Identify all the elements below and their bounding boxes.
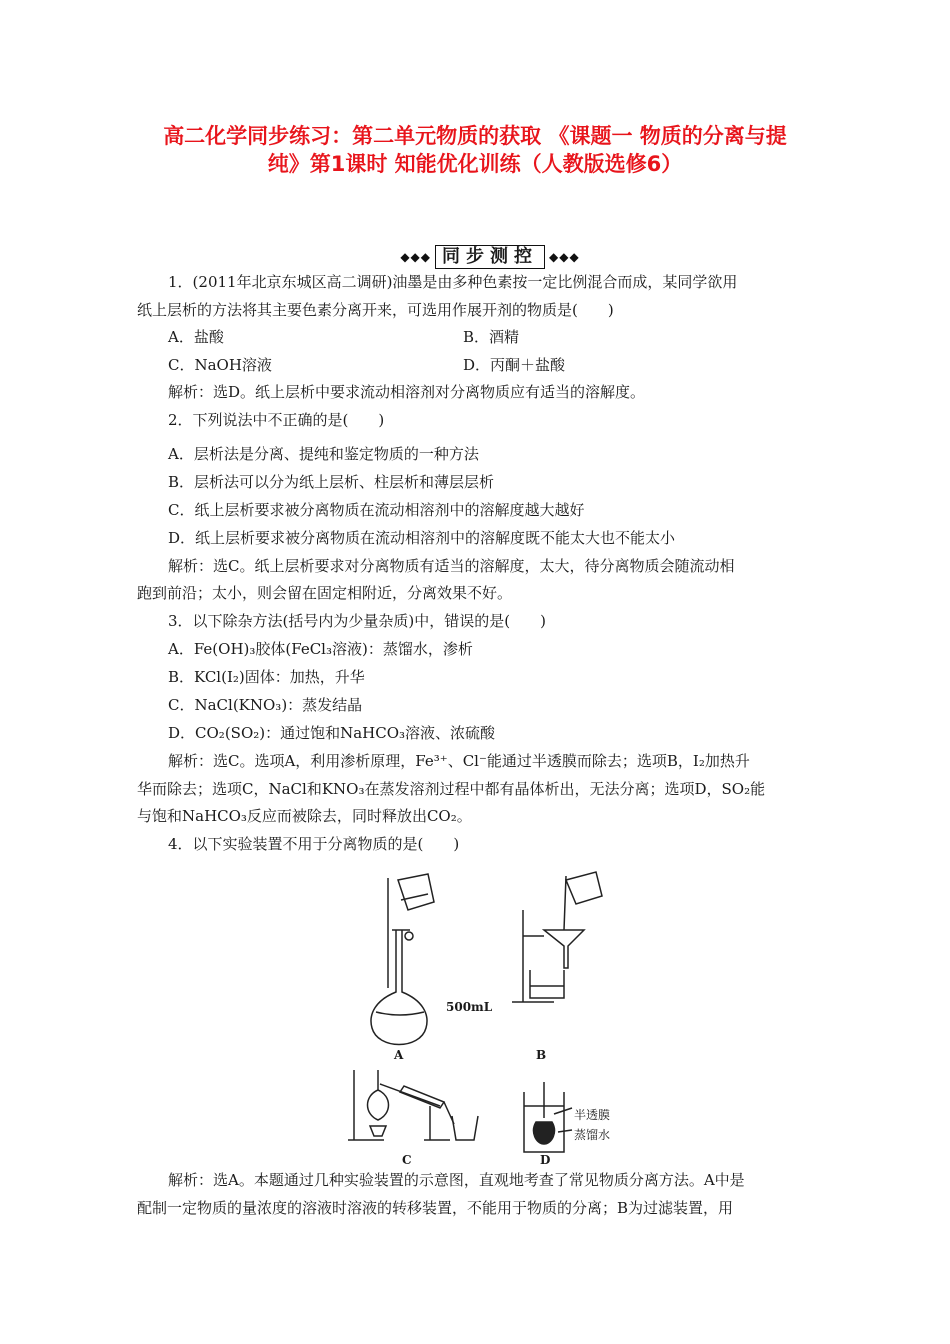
q1-option-b: B．酒精 [463,328,520,346]
q4-stem: 4．以下实验装置不用于分离物质的是( ) [168,835,460,853]
q2-stem: 2．下列说法中不正确的是( ) [168,411,385,429]
section-banner [380,244,600,270]
apparatus-figure [340,870,640,1170]
membrane-label: 半透膜 [574,1108,611,1122]
distilled-water-label: 蒸馏水 [574,1128,611,1142]
q3-option-c: C．NaCl(KNO₃)：蒸发结晶 [168,696,363,714]
title-line-1: 高二化学同步练习：第二单元物质的获取 《课题一 物质的分离与提 [163,124,787,148]
apparatus-c-label: C [402,1153,412,1167]
diamond-decoration-right: ◆◆◆ [549,250,580,264]
q3-answer-line2: 华而除去；选项C，NaCl和KNO₃在蒸发溶剂过程中都有晶体析出，无法分离；选项D，SO₂能 [137,780,766,798]
q1-answer: 解析：选D。纸上层析中要求流动相溶剂对分离物质应有适当的溶解度。 [168,383,646,401]
q3-option-b: B．KCl(I₂)固体：加热，升华 [168,668,365,686]
q2-option-d: D．纸上层析要求被分离物质在流动相溶剂中的溶解度既不能太大也不能太小 [168,529,676,547]
q1-option-a: A．盐酸 [168,328,224,346]
apparatus-b-drawing [512,872,602,1002]
diamond-decoration-left: ◆◆◆ [400,250,431,264]
q2-option-b: B．层析法可以分为纸上层析、柱层析和薄层层析 [168,473,495,491]
q1-option-c: C．NaOH溶液 [168,356,272,374]
apparatus-b-label: B [536,1048,547,1062]
title-line-2: 纯》第1课时 知能优化训练（人教版选修6） [267,152,683,176]
q4-answer-line1: 解析：选A。本题通过几种实验装置的示意图，直观地考查了常见物质分离方法。A中是 [168,1171,745,1189]
q3-stem: 3．以下除杂方法(括号内为少量杂质)中，错误的是( ) [168,612,546,630]
q3-answer-line1: 解析：选C。选项A，利用渗析原理，Fe³⁺、Cl⁻能通过半透膜而除去；选项B，I₂加热升 [168,752,750,770]
q3-answer-line3: 与饱和NaHCO₃反应而被除去，同时释放出CO₂。 [137,807,472,825]
q2-answer-line1: 解析：选C。纸上层析要求对分离物质有适当的溶解度，太大，待分离物质会随流动相 [168,557,735,575]
apparatus-d-label: D [540,1153,551,1167]
q4-answer-line2: 配制一定物质的量浓度的溶液时溶液的转移装置，不能用于物质的分离；B为过滤装置，用 [137,1199,734,1217]
apparatus-diagram [340,870,640,1170]
q1-option-d: D．丙酮＋盐酸 [463,356,566,374]
apparatus-c-drawing [348,1070,478,1140]
q2-option-c: C．纸上层析要求被分离物质在流动相溶剂中的溶解度越大越好 [168,501,585,519]
document-title [120,122,830,178]
flask-volume-label: 500mL [446,1000,493,1014]
section-heading: 同步测控 [435,245,545,269]
q2-option-a: A．层析法是分离、提纯和鉴定物质的一种方法 [168,445,479,463]
q3-option-a: A．Fe(OH)₃胶体(FeCl₃溶液)：蒸馏水，渗析 [168,640,473,658]
apparatus-a-label: A [394,1048,404,1062]
q3-option-d: D．CO₂(SO₂)：通过饱和NaHCO₃溶液、浓硫酸 [168,724,496,742]
q2-answer-line2: 跑到前沿；太小，则会留在固定相附近，分离效果不好。 [137,584,513,602]
apparatus-d-drawing [524,1082,572,1152]
apparatus-a-drawing [371,874,434,1045]
q1-stem-line1: 1．(2011年北京东城区高二调研)油墨是由多种色素按一定比例混合而成，某同学欲用 [168,273,738,291]
q1-stem-line2: 纸上层析的方法将其主要色素分离开来，可选用作展开剂的物质是( ) [137,301,614,319]
